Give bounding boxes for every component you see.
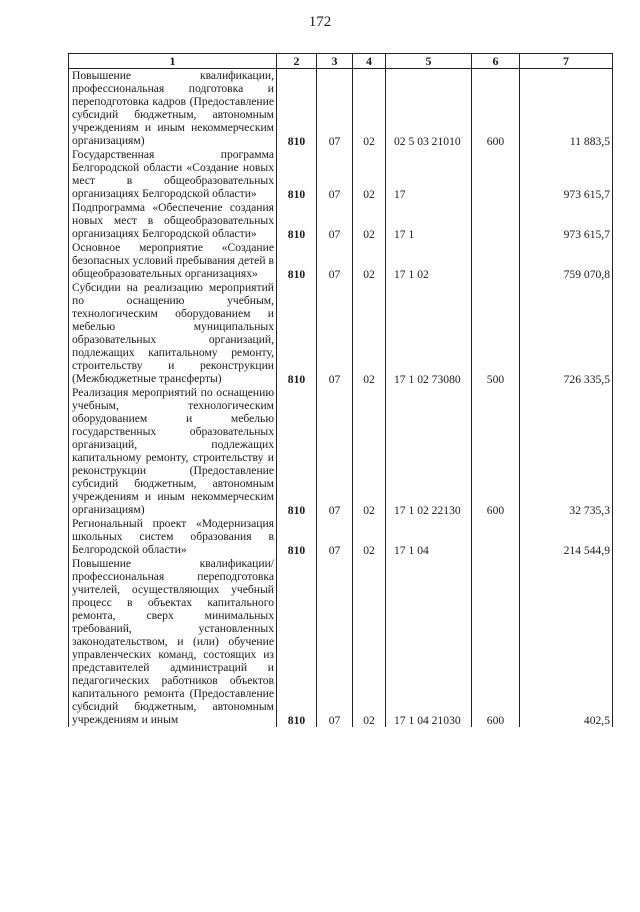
table-header-row	[69, 54, 613, 69]
row-expense-type	[472, 241, 520, 281]
row-section: 07	[317, 557, 353, 727]
row-section: 07	[317, 69, 353, 149]
row-amount: 973 615,7	[520, 201, 613, 241]
row-target-code: 17 1 02 22130	[386, 386, 472, 517]
header-col-2: 2	[277, 54, 317, 69]
table-row	[69, 148, 613, 201]
header-col-6: 6	[472, 54, 520, 69]
row-admin-code: 810	[277, 69, 317, 149]
row-expense-type	[472, 148, 520, 201]
row-amount: 402,5	[520, 557, 613, 727]
row-amount: 973 615,7	[520, 148, 613, 201]
row-amount: 32 735,3	[520, 386, 613, 517]
table-row	[69, 281, 613, 386]
row-admin-code: 810	[277, 201, 317, 241]
header-col-1: 1	[69, 54, 277, 69]
row-target-code: 02 5 03 21010	[386, 69, 472, 149]
row-subsection: 02	[353, 281, 386, 386]
row-subsection: 02	[353, 148, 386, 201]
row-subsection: 02	[353, 201, 386, 241]
budget-table	[68, 53, 613, 727]
row-name: Подпрограмма «Обеспечение создания новых мест в общеобразовательных организациях Белгородской области»	[69, 201, 277, 241]
table-row	[69, 201, 613, 241]
row-expense-type: 600	[472, 69, 520, 149]
row-subsection: 02	[353, 69, 386, 149]
row-target-code: 17 1 02 73080	[386, 281, 472, 386]
table-row	[69, 241, 613, 281]
page-number: 172	[308, 14, 332, 30]
header-col-7: 7	[520, 54, 613, 69]
row-name: Повышение квалификации, профессиональная подготовка и переподготовка кадров (Предоставление субсидий бюджетным, автономным учреждениям и иным некоммерческим организациям)	[69, 69, 277, 149]
row-amount: 759 070,8	[520, 241, 613, 281]
row-subsection: 02	[353, 241, 386, 281]
row-subsection: 02	[353, 386, 386, 517]
row-target-code: 17 1	[386, 201, 472, 241]
row-expense-type: 500	[472, 281, 520, 386]
row-expense-type: 600	[472, 386, 520, 517]
row-expense-type: 600	[472, 557, 520, 727]
row-target-code: 17 1 04 21030	[386, 557, 472, 727]
row-admin-code: 810	[277, 557, 317, 727]
row-admin-code: 810	[277, 517, 317, 557]
table-row	[69, 517, 613, 557]
row-target-code: 17	[386, 148, 472, 201]
row-admin-code: 810	[277, 386, 317, 517]
row-section: 07	[317, 281, 353, 386]
row-amount: 11 883,5	[520, 69, 613, 149]
row-name: Субсидии на реализацию мероприятий по оснащению учебным, технологическим оборудованием и мебелью муниципальных образовательных организаций, подлежащих капитальному ремонту, строительству и реконструкции (Межбюджетные трансферты)	[69, 281, 277, 386]
row-section: 07	[317, 148, 353, 201]
header-col-4: 4	[353, 54, 386, 69]
row-subsection: 02	[353, 557, 386, 727]
row-section: 07	[317, 241, 353, 281]
row-subsection: 02	[353, 517, 386, 557]
row-section: 07	[317, 517, 353, 557]
row-name: Основное мероприятие «Создание безопасных условий пребывания детей в общеобразовательных организациях»	[69, 241, 277, 281]
header-col-5: 5	[386, 54, 472, 69]
table-row	[69, 386, 613, 517]
row-amount: 214 544,9	[520, 517, 613, 557]
row-section: 07	[317, 201, 353, 241]
row-amount: 726 335,5	[520, 281, 613, 386]
row-name: Государственная программа Белгородской области «Создание новых мест в общеобразовательных организациях Белгородской области»	[69, 148, 277, 201]
row-section: 07	[317, 386, 353, 517]
row-expense-type	[472, 201, 520, 241]
table-row	[69, 557, 613, 727]
row-expense-type	[472, 517, 520, 557]
row-name: Повышение квалификации/профессиональная переподготовка учителей, осуществляющих учебный процесс в объектах капитального ремонта, сверх минимальных требований, установленных законодательством, и (или) обучение управленческих команд, состоящих из представителей администраций и педагогических работников объектов капитального ремонта (Предоставление субсидий бюджетным, автономным учреждениям и иным	[69, 557, 277, 727]
header-col-3: 3	[317, 54, 353, 69]
row-name: Региональный проект «Модернизация школьных систем образования в Белгородской области»	[69, 517, 277, 557]
row-target-code: 17 1 02	[386, 241, 472, 281]
row-admin-code: 810	[277, 281, 317, 386]
row-target-code: 17 1 04	[386, 517, 472, 557]
row-admin-code: 810	[277, 148, 317, 201]
row-admin-code: 810	[277, 241, 317, 281]
row-name: Реализация мероприятий по оснащению учебным, технологическим оборудованием и мебелью государственных образовательных организаций, подлежащих капитальному ремонту, строительству и реконструкции (Предоставление субсидий бюджетным, автономным учреждениям и иным некоммерческим организациям)	[69, 386, 277, 517]
table-row	[69, 69, 613, 149]
